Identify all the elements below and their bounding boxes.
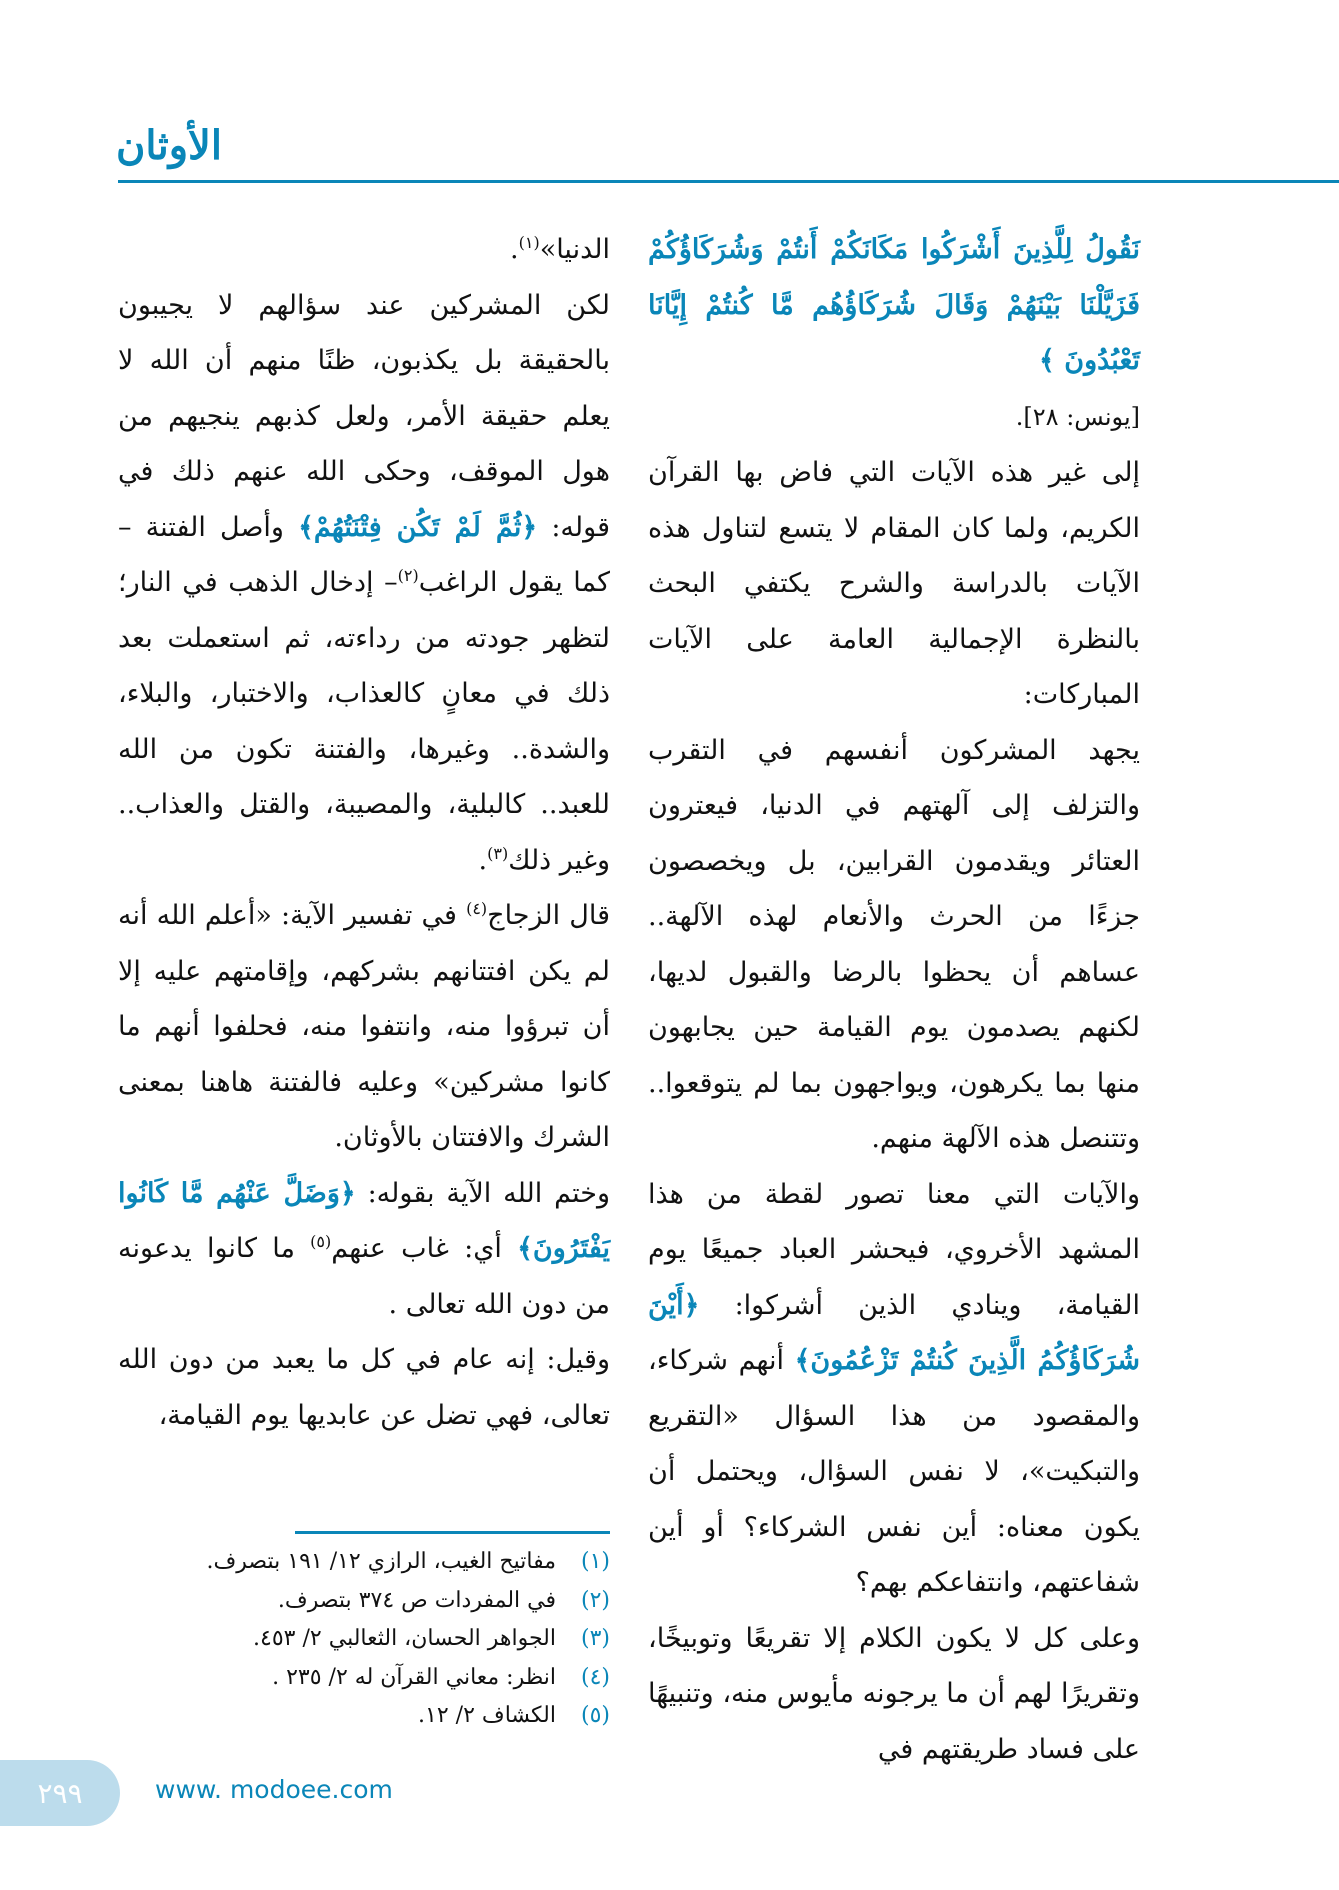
footnote (118, 1543, 610, 1582)
text: ما كانوا يدعونه من دون الله تعالى . (118, 1233, 610, 1320)
footnote-divider (295, 1531, 610, 1534)
paragraph (118, 222, 610, 278)
footnote-text: الجواهر الحسان، الثعالبي ٢/ ٤٥٣. (253, 1626, 556, 1651)
text: يجهد المشركون أنفسهم في التقرب والتزلف إلى آلهتهم في الدنيا، فيعترون العتائر ويقدمون القرابين، بل ويخصصون جزءًا من الحرث والأنعام لهذه الآلهة.. عساهم أن يحظوا بالرضا والقبول لديها، لكنهم يصدمون يوم القيامة حين يجابهون منها بما يكرهون، ويواجهون بما لم يتوقعوا.. وتتنصل هذه الآلهة منهم. (648, 734, 1140, 1154)
footnote (118, 1620, 610, 1659)
verse-reference: [يونس: ٢٨]. (1015, 402, 1140, 431)
footnotes (118, 1543, 610, 1736)
footnote (118, 1582, 610, 1621)
text: لكن المشركين عند سؤالهم لا يجيبون بالحقيقة بل يكذبون، ظنًا منهم أن الله لا يعلم حقيقة الأمر، ولعل كذبهم ينجيهم من هول الموقف، وحكى الله عنهم ذلك في قوله: (118, 289, 610, 543)
text: في تفسير الآية: «أعلم الله أنه لم يكن افتتانهم بشركهم، وإقامتهم عليه إلا أن تبرؤوا منه، وانتفوا منه، فحلفوا أنهم ما كانوا مشركين» وعليه فالفتنة هاهنا بمعنى الشرك والافتتان بالأوثان. (118, 900, 610, 1153)
quran-verse: ﴿وَضَلَّ عَنْهُم مَّا كَانُوا يَفْتَرُونَ﴾ (118, 1177, 611, 1264)
footnote-number: (١) (580, 1549, 610, 1574)
text: – إدخال الذهب في النار؛ لتظهر جودته من رداءته، ثم استعملت بعد ذلك في معانٍ كالعذاب، والاختبار، والبلاء، والشدة.. وغيرها، والفتنة تكون من الله للعبد.. كالبلية، والمصيبة، والقتل والعذاب.. وغير ذلك (118, 567, 610, 876)
paragraph (118, 1332, 610, 1443)
text: والآيات التي معنا تصور لقطة من هذا المشهد الأخروي، فيحشر العباد جميعًا يوم القيامة، وينادي الذين أشركوا: (648, 1178, 1140, 1321)
text: وأصل الفتنة – كما يقول الراغب (118, 511, 610, 598)
footnote-number: (٤) (580, 1664, 610, 1690)
website-link[interactable]: www. modoee.com (155, 1775, 393, 1804)
header-divider (118, 180, 1339, 183)
text: الدنيا» (539, 234, 610, 265)
page-number: ٢٩٩ (0, 1760, 120, 1826)
paragraph (118, 888, 610, 1166)
footnote-marker: (٥) (310, 1232, 332, 1251)
quran-verse: ﴿ثُمَّ لَمْ تَكُن فِتْنَتُهُمْ﴾ (298, 511, 538, 543)
text: وقيل: إنه عام في كل ما يعبد من دون الله تعالى، فهي تضل عن عابديها يوم القيامة، (118, 1344, 610, 1431)
paragraph (648, 389, 1140, 446)
footnote (118, 1697, 610, 1736)
text: أنهم شركاء، والمقصود من هذا السؤال «التقريع والتبكيت»، لا نفس السؤال، ويحتمل أن يكون معناه: أين نفس الشركاء؟ أو أين شفاعتهم، وانتفاعكم بهم؟ (648, 1345, 1140, 1598)
paragraph (648, 222, 1140, 389)
text: وعلى كل لا يكون الكلام إلا تقريعًا وتوبيخًا، وتقريرًا لهم أن ما يرجونه مأيوس منه، وتنبيهًا على فساد طريقتهم في (648, 1622, 1140, 1765)
footnote-marker: (٢) (397, 566, 419, 585)
footnote-text: الكشاف ٢/ ١٢. (418, 1703, 556, 1728)
paragraph (648, 1611, 1140, 1778)
footnote-number: (٢) (580, 1587, 610, 1613)
quran-verse: ﴿أَيْنَ شُرَكَاؤُكُمُ الَّذِينَ كُنتُمْ تَزْعُمُونَ﴾ (648, 1289, 1140, 1376)
paragraph (648, 723, 1140, 1167)
text: وختم الله الآية بقوله: (355, 1177, 610, 1209)
footnote-text: في المفردات ص ٣٧٤ بتصرف. (277, 1587, 556, 1613)
text: . (510, 234, 519, 265)
paragraph (118, 1166, 610, 1333)
text: قال الزجاج (487, 900, 610, 931)
footnote-text: مفاتيح الغيب، الرازي ١٢/ ١٩١ بتصرف. (206, 1549, 556, 1574)
footnote (118, 1659, 610, 1698)
footnote-text: انظر: معاني القرآن له ٢/ ٢٣٥ . (272, 1664, 556, 1690)
paragraph (648, 445, 1140, 723)
right-column (648, 222, 1140, 1777)
text: إلى غير هذه الآيات التي فاض بها القرآن الكريم، ولما كان المقام لا يتسع لتناول هذه الآيات بالدراسة والشرح يكتفي البحث بالنظرة الإجمالية العامة على الآيات المباركات: (648, 457, 1140, 710)
footnote-number: (٣) (580, 1626, 610, 1651)
quran-verse: نَقُولُ لِلَّذِينَ أَشْرَكُوا مَكَانَكُمْ أَنتُمْ وَشُرَكَاؤُكُمْ فَزَيَّلْنَا بَيْنَهُمْ وَقَالَ شُرَكَاؤُهُم مَّا كُنتُمْ إِيَّانَا تَعْبُدُونَ ﴾ (648, 234, 1140, 376)
paragraph (118, 278, 610, 889)
chapter-title: الأوثان (116, 122, 222, 169)
footnote-marker: (٤) (466, 899, 488, 918)
footnote-number: (٥) (580, 1703, 610, 1728)
text: . (478, 844, 488, 876)
footnote-marker: (٣) (487, 843, 509, 863)
text: أي: غاب عنهم (331, 1233, 518, 1264)
left-column (118, 222, 610, 1443)
footnote-marker: (١) (518, 233, 540, 252)
paragraph (648, 1167, 1140, 1611)
